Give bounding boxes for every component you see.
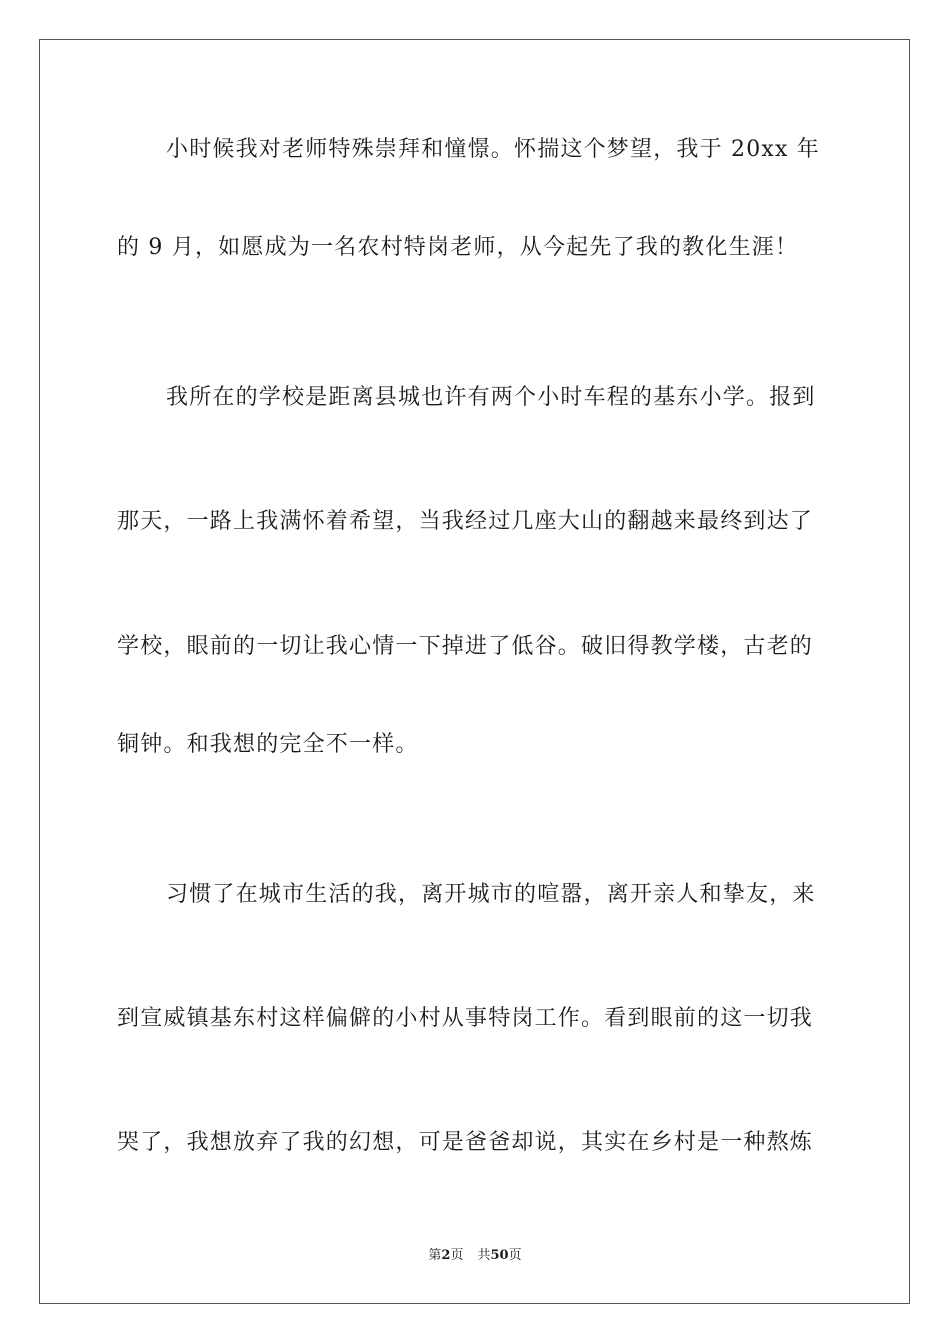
page-number: 2 — [441, 1248, 451, 1263]
page-footer — [0, 1247, 950, 1265]
paragraph-2-line-1: 我所在的学校是距离县城也许有两个小时车程的基东小学。报到 — [166, 385, 816, 410]
page-border — [39, 39, 910, 1304]
paragraph-3-line-3: 哭了，我想放弃了我的幻想，可是爸爸却说，其实在乡村是一种熬炼 — [117, 1130, 814, 1155]
paragraph-3-line-1: 习惯了在城市生活的我，离开城市的喧嚣，离开亲人和挚友，来 — [166, 882, 816, 907]
total-suffix: 页 — [508, 1248, 522, 1263]
page-suffix: 页 — [450, 1248, 464, 1263]
paragraph-2-line-3: 学校，眼前的一切让我心情一下掉进了低谷。破旧得教学楼，古老的 — [117, 634, 814, 659]
paragraph-3-line-2: 到宣威镇基东村这样偏僻的小村从事特岗工作。看到眼前的这一切我 — [117, 1006, 814, 1031]
total-pages: 50 — [490, 1248, 509, 1263]
paragraph-2-line-2: 那天，一路上我满怀着希望，当我经过几座大山的翻越来最终到达了 — [117, 509, 814, 534]
paragraph-1-line-2: 的 9 月，如愿成为一名农村特岗老师，从今起先了我的教化生涯！ — [117, 235, 799, 260]
paragraph-2-line-4: 铜钟。和我想的完全不一样。 — [117, 732, 419, 757]
page-prefix: 第 — [428, 1248, 442, 1263]
paragraph-1-line-1: 小时候我对老师特殊崇拜和憧憬。怀揣这个梦望，我于 20xx 年 — [166, 137, 820, 162]
total-prefix: 共 — [477, 1248, 491, 1263]
